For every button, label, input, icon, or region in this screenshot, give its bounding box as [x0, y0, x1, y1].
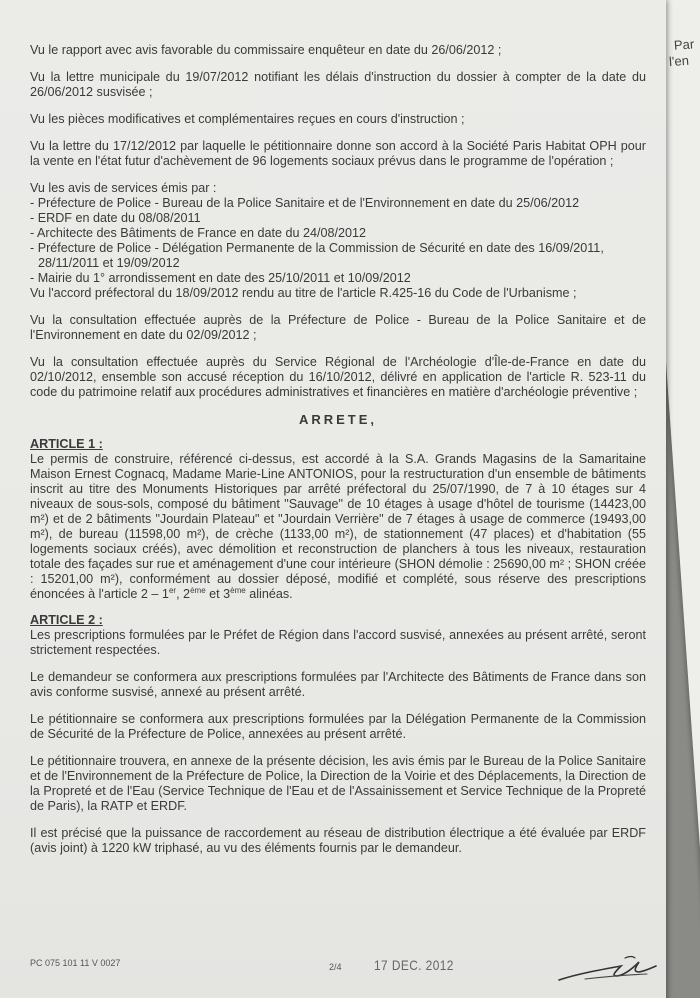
- article-2-title: ARTICLE 2 :: [30, 613, 103, 627]
- article-1-title: ARTICLE 1 :: [30, 437, 103, 451]
- service-item: - Architecte des Bâtiments de France en date du 24/08/2012: [30, 226, 367, 240]
- date-stamp: 17 DEC. 2012: [374, 957, 454, 973]
- article-2-paragraph: Il est précisé que la puissance de raccordement au réseau de distribution électrique a été évaluée par ERDF (avis joint) à 1220 kW triphasé, au vu des éléments fournis par le demandeur.: [30, 826, 646, 855]
- document-body: [30, 43, 646, 868]
- next-page-peek-text: Par: [673, 36, 695, 53]
- next-page-peek-text: l'en: [668, 52, 690, 70]
- article-1-body: Le permis de construire, référencé ci-dessus, est accordé à la S.A. Grands Magasins de la Samaritaine Maison Ernest Cognacq, Madame Marie-Line ANTONIOS, pour la restructuration d'un ensemble de bâtiments inscrit au titre des Monuments Historiques par arrêté préfectoral du 25/07/1990, de 7 à 10 étages sur 4 niveaux de sous-sols, composé du bâtiment "Sauvage" de 10 étages à usage d'hôtel de tourisme (14423,00 m²) et de 2 bâtiments "Jourdain Plateau" et "Jourdain Verrière" de 7 étages à usage de commerce (19493,00 m²), de bureau (11598,00 m²), de crèche (1133,00 m²), de stationnement (47 places) et d'habitation (55 logements sociaux créés), avec démolition et reconstruction de planchers à tous les niveaux, restauration totale des façades sur rue et aménagement d'une cour intérieure (SHON démolie : 25690,00 m² ; SHON créée : 15201,00 m²), conformément au dossier déposé, modifié et complété, sous réserve des prescriptions énoncées à l'article 2 – 1er, 2ème et 3ème alinéas.: [30, 452, 646, 601]
- article-2-paragraph: Le pétitionnaire se conformera aux prescriptions formulées par la Délégation Permanente de la Commission de Sécurité de la Préfecture de Police, annexées au présent arrêté.: [30, 712, 646, 741]
- vu-paragraph: Vu la consultation effectuée auprès du Service Régional de l'Archéologie d'Île-de-France en date du 02/10/2012, ensemble son accusé réception du 16/10/2012, délivré en application de l'article R. 523-11 du code du patrimoine relatif aux procédures administratives et financières en matière d'archéologie préventive ;: [30, 355, 646, 399]
- service-item: - ERDF en date du 08/08/2011: [30, 211, 201, 225]
- article-2: [30, 613, 646, 856]
- services-intro: Vu les avis de services émis par :: [30, 181, 217, 195]
- service-item: - Préfecture de Police - Bureau de la Police Sanitaire et de l'Environnement en date du 25/06/2012: [30, 196, 580, 210]
- arrete-heading: ARRETE,: [298, 412, 378, 427]
- vu-paragraph: Vu la consultation effectuée auprès de la Préfecture de Police - Bureau de la Police Sanitaire et de l'Environnement en date du 02/09/2012 ;: [30, 313, 646, 342]
- vu-paragraph: Vu la lettre municipale du 19/07/2012 notifiant les délais d'instruction du dossier à compter de la date du 26/06/2012 susvisée ;: [30, 70, 646, 99]
- vu-paragraph: Vu le rapport avec avis favorable du commissaire enquêteur en date du 26/06/2012 ;: [30, 43, 502, 57]
- prefectoral-accord: Vu l'accord préfectoral du 18/09/2012 rendu au titre de l'article R.425-16 du Code de l'Urbanisme ;: [30, 286, 577, 300]
- article-2-paragraph: Le demandeur se conformera aux prescriptions formulées par l'Architecte des Bâtiments de France dans son avis conforme susvisé, annexé au présent arrêté.: [30, 670, 646, 699]
- services-opinions: [30, 181, 646, 301]
- permit-reference: PC 075 101 11 V 0027: [30, 958, 121, 968]
- service-item: - Préfecture de Police - Délégation Permanente de la Commission de Sécurité en date des 16/09/2011,: [30, 241, 604, 255]
- vu-paragraph: Vu les pièces modificatives et complémentaires reçues en cours d'instruction ;: [30, 112, 465, 126]
- vu-paragraph: Vu la lettre du 17/12/2012 par laquelle le pétitionnaire donne son accord à la Société Paris Habitat OPH pour la vente en l'état futur d'achèvement de 96 logements sociaux prévus dans le programme de l'opération ;: [30, 139, 646, 168]
- article-2-paragraph: Le pétitionnaire trouvera, en annexe de la présente décision, les avis émis par le Bureau de la Police Sanitaire et de l'Environnement de la Préfecture de Police, la Direction de la Voirie et des Déplacements, la Direction de la Propreté et de l'Eau (Service Technique de l'Eau et de l'Assainissement et Service Technique de la Propreté de Paris), la RATP et ERDF.: [30, 754, 646, 813]
- signature-icon: [555, 946, 660, 986]
- page-number: 2/4: [329, 962, 342, 972]
- service-item: - Mairie du 1° arrondissement en date des 25/10/2011 et 10/09/2012: [30, 271, 411, 285]
- article-2-paragraph: Les prescriptions formulées par le Préfet de Région dans l'accord susvisé, annexées au présent arrêté, seront strictement respectées.: [30, 628, 646, 657]
- service-item: 28/11/2011 et 19/09/2012: [38, 256, 180, 270]
- article-1: [30, 437, 646, 602]
